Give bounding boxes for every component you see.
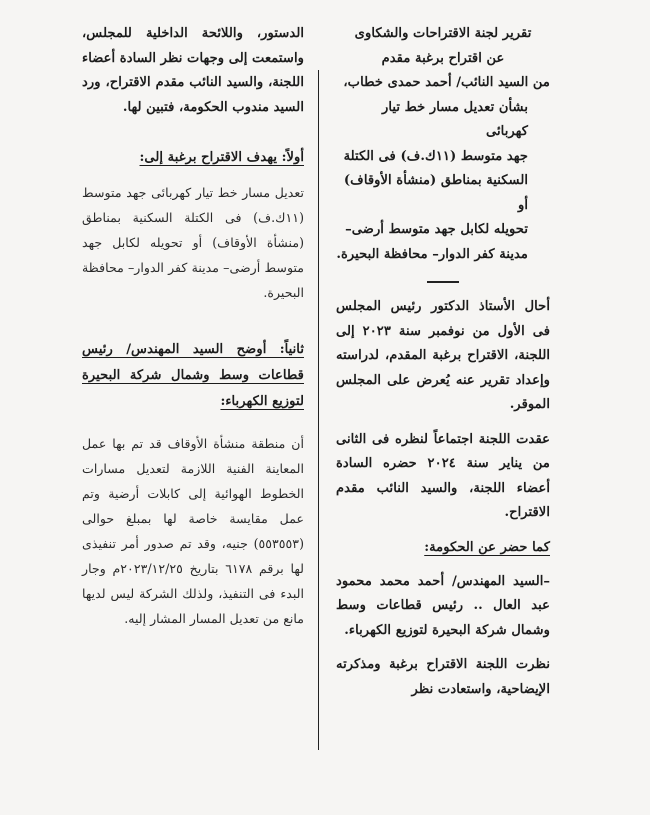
- report-subject: [336, 96, 550, 268]
- subject-line: بشأن تعديل مسار خط تيار كهربائى: [381, 99, 528, 139]
- column-divider: [318, 70, 319, 750]
- meeting-paragraph: عقدت اللجنة اجتماعاً لنظره فى الثانى من يناير سنة ٢٠٢٤ حضره السادة أعضاء اللجنة، والسيد النائب مقدم الاقتراح.: [336, 431, 550, 520]
- referral-paragraph: أحال الأستاذ الدكتور رئيس المجلس فى الأول من نوفمبر سنة ٢٠٢٣ إلى اللجنة، الاقتراح برغبة المقدم، لدراسته وإعداد تقرير عنه يُعرض على المجلس الموقر.: [336, 299, 550, 412]
- review-paragraph: نظرت اللجنة الاقتراح برغبة ومذكرته الإيضاحية، واستعادت نظر: [336, 657, 550, 697]
- first-heading: أولاً: يهدف الاقتراح برغبة إلى:: [139, 150, 304, 165]
- subject-line: تحويله لكابل جهد متوسط أرضى–: [345, 222, 528, 237]
- left-column: [82, 22, 304, 631]
- right-column: [336, 22, 550, 702]
- report-title-line-1: تقرير لجنة الاقتراحات والشكاوى: [354, 26, 532, 41]
- section-divider: [427, 281, 459, 283]
- report-title-line-2: عن اقتراح برغبة مقدم: [381, 50, 505, 66]
- subject-line: مدينة كفر الدوار– محافظة البحيرة.: [336, 246, 528, 262]
- subject-line: جهد متوسط (١١ك.ف) فى الكتلة: [343, 148, 528, 164]
- second-heading: ثانياً: أوضح السيد المهندس/ رئيس قطاعات وسط وشمال شركة البحيرة لتوزيع الكهرباء:: [82, 342, 304, 409]
- government-attendee: –السيد المهندس/ أحمد محمد محمود عبد العال .. رئيس قطاعات وسط وشمال شركة البحيرة لتوزيع الكهرباء.: [336, 573, 550, 638]
- continuation-paragraph: الدستور، واللائحة الداخلية للمجلس، واستمعت إلى وجهات نظر السادة أعضاء اللجنة، والسيد النائب مقدم الاقتراح، ورد السيد مندوب الحكومة، فتبين لها.: [82, 26, 304, 115]
- first-paragraph: تعديل مسار خط تيار كهربائى جهد متوسط (١١ك.ف) فى الكتلة السكنية بمناطق (منشأة الأوقاف) أو تحويله لكابل جهد متوسط أرضى– مدينة كفر الدوار– محافظة البحيرة.: [82, 185, 304, 300]
- report-title-line-3: من السيد النائب/ أحمد حمدى خطاب،: [343, 75, 550, 90]
- government-heading: كما حضر عن الحكومة:: [424, 539, 550, 555]
- second-paragraph: أن منطقة منشأة الأوقاف قد تم بها عمل المعاينة الفنية اللازمة لتعديل مسارات الخطوط الهوائية إلى كابلات أرضية وتم عمل مقايسة خاصة لها بمبلغ حوالى (٥٥٣٥٥٣) جنيه، وقد تم صدور أمر تنفيذى لها برقم ٦١٧٨ بتاريخ ٢٠٢٣/١٢/٢٥م وجار البدء فى التنفيذ، ولذلك الشركة ليس لديها مانع من تعديل المسار المشار إليه.: [82, 436, 304, 626]
- subject-line: السكنية بمناطق (منشأة الأوقاف) أو: [343, 173, 528, 213]
